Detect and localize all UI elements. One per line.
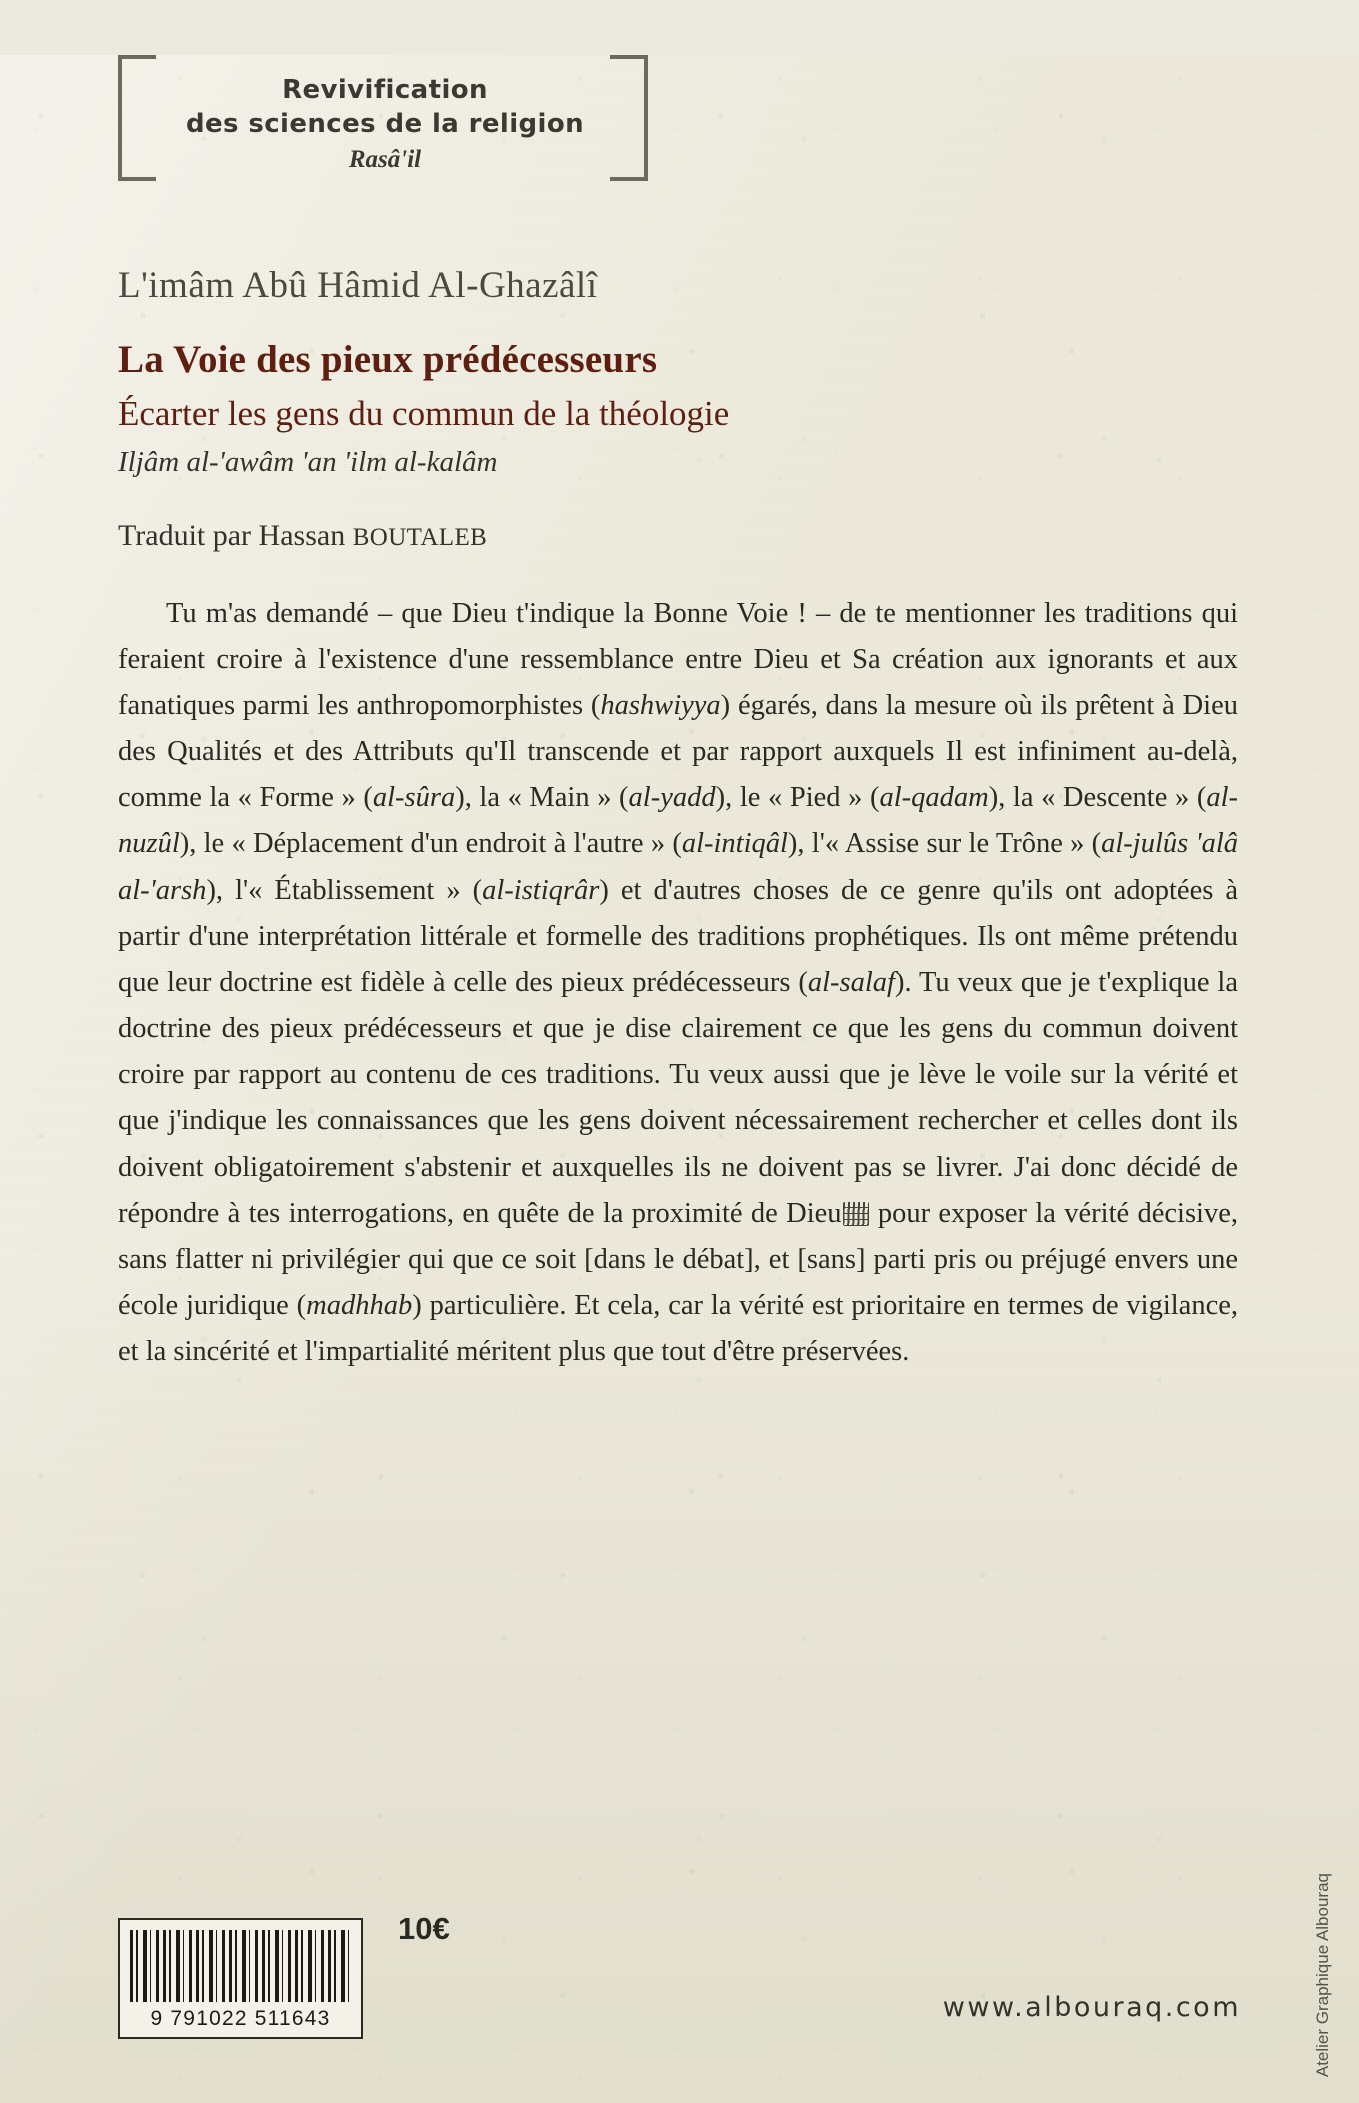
- barcode-number: 9 791022 511643: [150, 2007, 331, 2030]
- bracket-right-decoration: [610, 55, 648, 181]
- barcode: [118, 1918, 363, 2039]
- blurb-seg-8: ), l'« Établissement » (: [206, 874, 483, 906]
- blurb-seg-1: Tu m'as demandé – que Dieu t'indique la Bonne Voie ! – de te mentionner les traditions qui feraient croire à l'existence d'une ressemblance entre Dieu et Sa création aux ignorants et aux fanatiques parmi les anthropomorphistes (: [118, 597, 1238, 721]
- translator-name: BOUTALEB: [352, 523, 488, 551]
- blurb-seg-6: ), le « Déplacement d'un endroit à l'autre » (: [179, 828, 682, 860]
- book-title-transliterated: Iljâm al-'awâm 'an 'ilm al-kalâm: [118, 445, 498, 478]
- blurb-seg-11: pour exposer la vérité décisive, sans flatter ni privilégier qui que ce soit [dans le débat], et [sans] parti pris ou préjugé envers une école juridique (: [118, 1197, 1238, 1321]
- barcode-bars-icon: [130, 1930, 351, 2002]
- blurb-seg-5: ), la « Descente » (: [988, 782, 1207, 814]
- collection-title-line2: des sciences de la religion: [185, 109, 585, 140]
- blurb-seg-7: ), l'« Assise sur le Trône » (: [787, 828, 1102, 860]
- blurb-paragraph: [118, 591, 1238, 1376]
- collection-header: [118, 55, 648, 194]
- blurb-italic-1: hashwiyya: [600, 689, 721, 721]
- blurb-italic-5: al-nuzûl: [118, 782, 1238, 860]
- graphic-studio-credit: Atelier Graphique Albouraq: [1313, 1873, 1332, 2078]
- blurb-seg-9: ) et d'autres choses de ce genre qu'ils ont adoptées à partir d'une interprétation littérale et formelle des traditions prophétiques. Ils ont même prétendu que leur doctrine est fidèle à celle des pieux prédécesseurs (: [118, 874, 1238, 998]
- cover-footer: [118, 1909, 1241, 2039]
- book-author: L'imâm Abû Hâmid Al-Ghazâlî: [118, 264, 598, 306]
- bracket-left-decoration: [118, 55, 156, 181]
- translator-prefix: Traduit par Hassan: [118, 518, 353, 552]
- blurb-seg-4: ), le « Pied » (: [715, 782, 880, 814]
- blurb-italic-6: al-intiqâl: [681, 828, 788, 860]
- collection-subtitle: Rasâ'il: [348, 145, 422, 173]
- book-subtitle: Écarter les gens du commun de la théologie: [118, 393, 730, 433]
- blurb-italic-10: madhhab: [306, 1289, 413, 1321]
- blurb-italic-2: al-sûra: [372, 782, 456, 814]
- jalla-jalaluhu-sigil-icon: [843, 1202, 869, 1226]
- blurb-italic-7: al-julûs 'alâ al-'arsh: [118, 828, 1238, 906]
- blurb-italic-3: al-yadd: [628, 782, 716, 814]
- book-translator: [118, 519, 1241, 553]
- blurb-seg-2: ) égarés, dans la mesure où ils prêtent à Dieu des Qualités et des Attributs qu'Il transcende et par rapport auxquels Il est infiniment au-delà, comme la « Forme » (: [118, 689, 1238, 814]
- blurb-italic-8: al-istiqrâr: [482, 874, 600, 906]
- collection-title-line1: Revivification: [282, 75, 488, 105]
- back-cover-blurb: [118, 591, 1238, 1376]
- price-label: 10€: [398, 1911, 450, 1946]
- blurb-italic-4: al-qadam: [879, 782, 989, 814]
- blurb-italic-9: al-salaf: [807, 966, 895, 998]
- book-back-cover: [0, 55, 1359, 2103]
- blurb-seg-3: ), la « Main » (: [455, 782, 629, 814]
- publisher-website[interactable]: www.albouraq.com: [942, 1992, 1241, 2023]
- book-title: La Voie des pieux prédécesseurs: [118, 337, 658, 381]
- blurb-seg-10: ). Tu veux que je t'explique la doctrine des pieux prédécesseurs et que je dise clairement ce que les gens du commun doivent croire par rapport au contenu de ces traditions. Tu veux aussi que je lève le voile sur la vérité et que j'indique les connaissances que les gens doivent nécessairement rechercher et celles dont ils doivent obligatoirement s'abstenir et auxquelles ils ne doivent pas se livrer. J'ai donc décidé de répondre à tes interrogations, en quête de la proximité de Dieu: [118, 966, 1239, 1229]
- blurb-seg-12: ) particulière. Et cela, car la vérité est prioritaire en termes de vigilance, et la sincérité et l'impartialité méritent plus que tout d'être préservées.: [118, 1289, 1238, 1368]
